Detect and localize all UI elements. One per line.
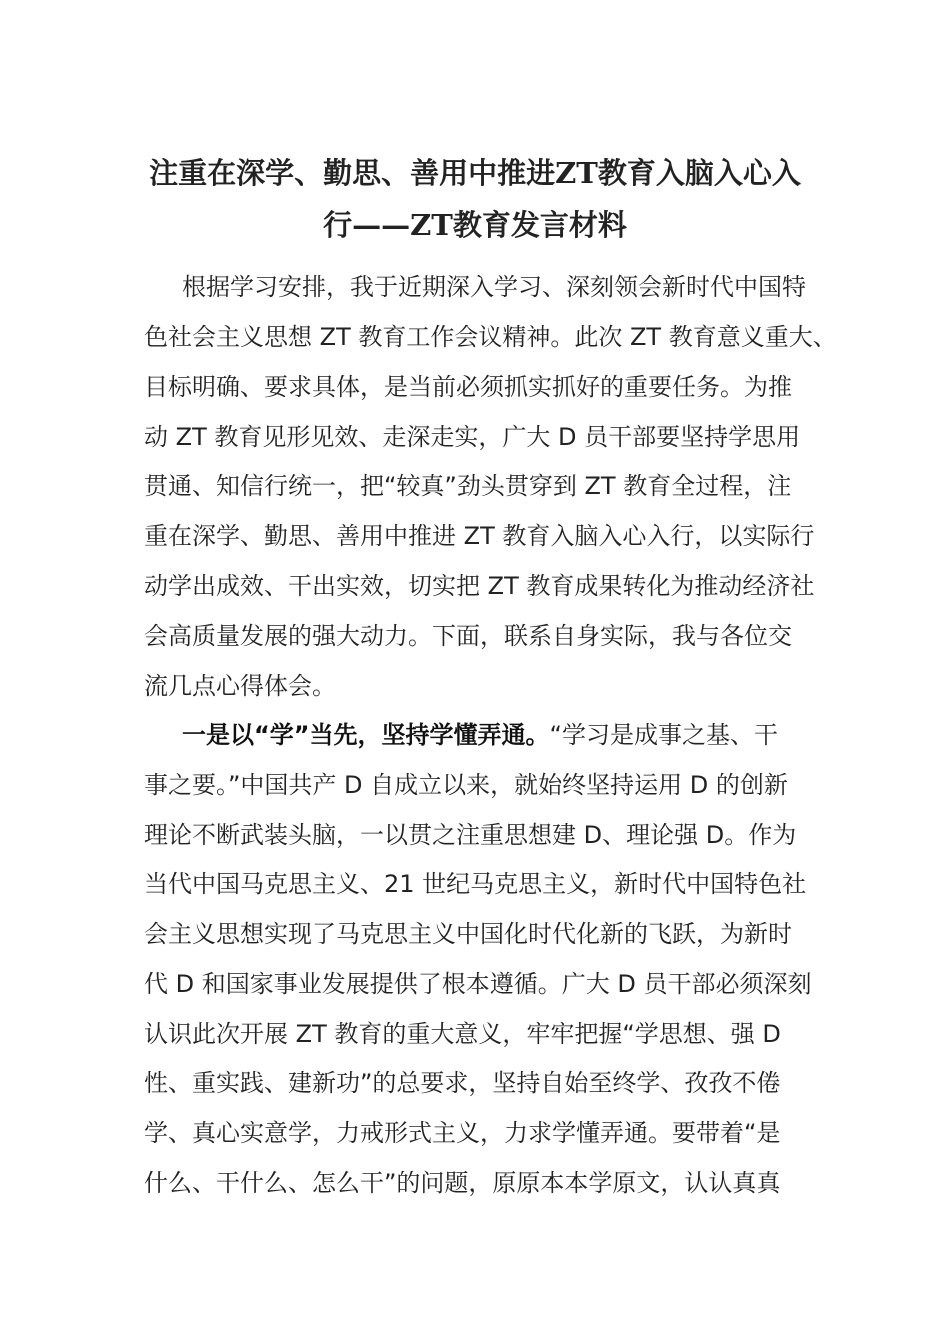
paragraph-line: 目标明确、要求具体，是当前必须抓实抓好的重要任务。为推 [144,373,792,401]
paragraph-line: 理论不断武装头脑，一以贯之注重思想建 D、理论强 D。作为 [144,821,797,849]
paragraph-line: 重在深学、勤思、善用中推进 ZT 教育入脑入心入行，以实际行 [144,522,815,550]
paragraph-line: 动学出成效、干出实效，切实把 ZT 教育成果转化为推动经济社 [144,572,815,600]
paragraph-line: 认识此次开展 ZT 教育的重大意义，牢牢把握“学思想、强 D [144,1020,781,1048]
paragraph-line: 会高质量发展的强大动力。下面，联系自身实际，我与各位交 [144,622,792,650]
paragraph-line [182,718,862,752]
paragraph-line: 什么、干什么、怎么干”的问题，原原本本学原文，认认真真 [144,1169,781,1197]
paragraph-line: 当代中国马克思主义、21 世纪马克思主义，新时代中国特色社 [144,870,807,898]
paragraph-line: 事之要。”中国共产 D 自成立以来，就始终坚持运用 D 的创新 [144,771,788,799]
paragraph-line: 色社会主义思想 ZT 教育工作会议精神。此次 ZT 教育意义重大、 [144,323,837,351]
paragraph-line: 动 ZT 教育见形见效、走深走实，广大 D 员干部要坚持学思用 [144,423,801,451]
document-title-line-2: 行——ZT教育发言材料 [323,208,627,242]
paragraph-line: 会主义思想实现了马克思主义中国化时代化新的飞跃，为新时 [144,920,792,948]
paragraph-line: 学、真心实意学，力戒形式主义，力求学懂弄通。要带着“是 [144,1119,781,1147]
paragraph-line: 性、重实践、建新功”的总要求，坚持自始至终学、孜孜不倦 [144,1069,781,1097]
paragraph-line: 代 D 和国家事业发展提供了根本遵循。广大 D 员干部必须深刻 [144,970,812,998]
paragraph-line: 流几点心得体会。 [144,672,336,700]
paragraph-line: 贯通、知信行统一，把“较真”劲头贯穿到 ZT 教育全过程，注 [144,472,792,500]
paragraph-line-rest: “学习是成事之基、干 [549,721,778,749]
section-heading: 一是以“学”当先，坚持学懂弄通。 [182,721,550,749]
paragraph-line: 根据学习安排，我于近期深入学习、深刻领会新时代中国特 [182,273,806,301]
document-title-line-1: 注重在深学、勤思、善用中推进ZT教育入脑入心入 [149,156,801,190]
